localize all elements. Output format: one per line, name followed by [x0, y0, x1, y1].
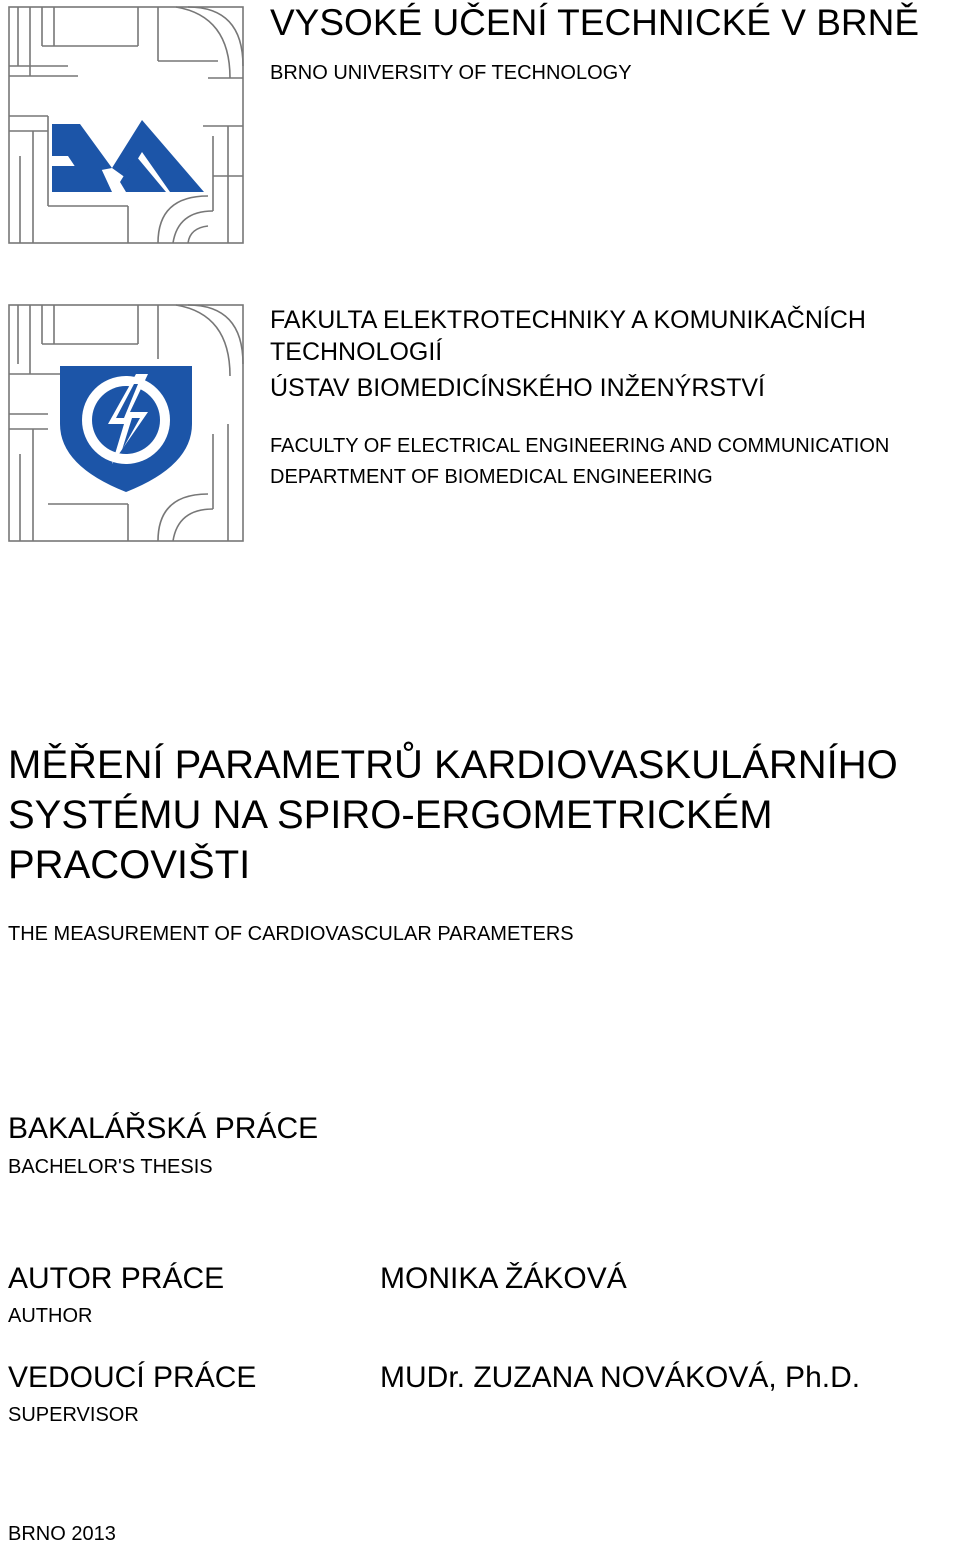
author-label-en: AUTHOR — [8, 1305, 93, 1327]
author-name: MONIKA ŽÁKOVÁ — [380, 1262, 627, 1295]
fekt-lightning-shield-icon — [8, 304, 244, 542]
university-name-en: BRNO UNIVERSITY OF TECHNOLOGY — [270, 62, 632, 84]
department-name-en: DEPARTMENT OF BIOMEDICAL ENGINEERING — [270, 466, 713, 488]
university-name-cz: VYSOKÉ UČENÍ TECHNICKÉ V BRNĚ — [270, 2, 920, 43]
thesis-type-cz: BAKALÁŘSKÁ PRÁCE — [8, 1112, 319, 1145]
thesis-title-en: THE MEASUREMENT OF CARDIOVASCULAR PARAMETERS — [8, 923, 574, 945]
thesis-type-en: BACHELOR'S THESIS — [8, 1156, 213, 1178]
faculty-name-cz-line1: FAKULTA ELEKTROTECHNIKY A KOMUNIKAČNÍCH — [270, 306, 866, 334]
faculty-name-en: FACULTY OF ELECTRICAL ENGINEERING AND COMMUNICATION — [270, 435, 890, 457]
supervisor-label-cz: VEDOUCÍ PRÁCE — [8, 1361, 257, 1394]
faculty-name-cz-line2: TECHNOLOGIÍ — [270, 338, 443, 366]
vut-logo-icon — [8, 6, 244, 244]
supervisor-label-en: SUPERVISOR — [8, 1404, 139, 1426]
supervisor-name: MUDr. ZUZANA NOVÁKOVÁ, Ph.D. — [380, 1361, 861, 1394]
thesis-title-cz: MĚŘENÍ PARAMETRŮ KARDIOVASKULÁRNÍHO SYSTÉMU NA SPIRO-ERGOMETRICKÉM PRACOVIŠTI — [8, 743, 898, 887]
place-year: BRNO 2013 — [8, 1523, 116, 1545]
author-label-cz: AUTOR PRÁCE — [8, 1262, 225, 1295]
department-name-cz: ÚSTAV BIOMEDICÍNSKÉHO INŽENÝRSTVÍ — [270, 374, 765, 402]
